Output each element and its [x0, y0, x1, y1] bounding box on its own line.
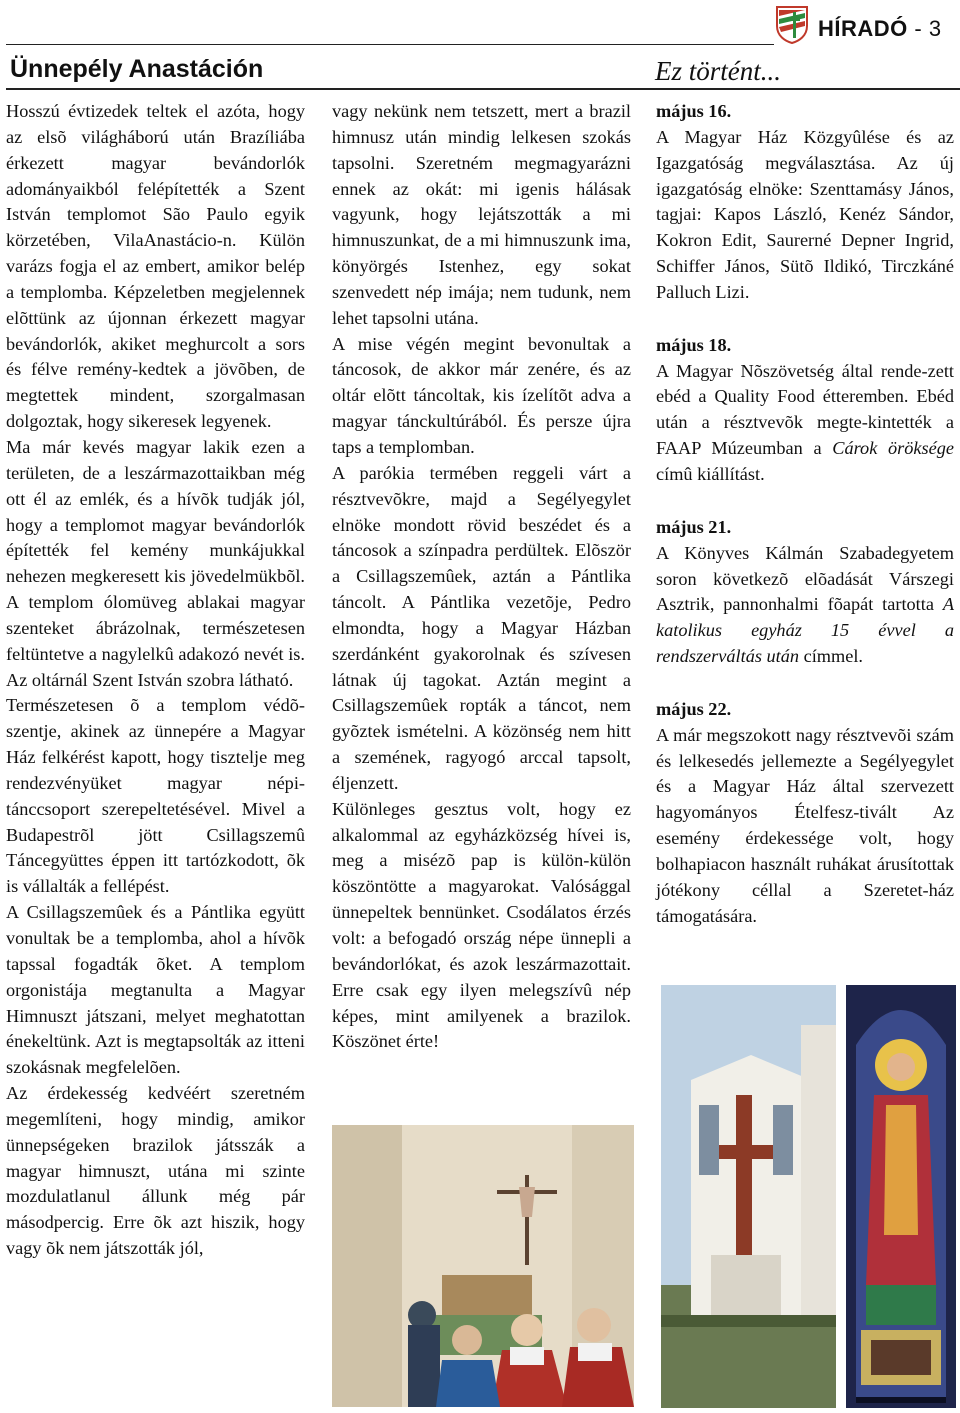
article-paragraph: A mise végén megint bevonultak a táncosok, de akkor már zenére, és az oltár elõtt táncoltak, kis ízelítõt adva a magyar tánckultúrából. És persze újra taps a templomban. [332, 333, 631, 457]
news-text [656, 541, 954, 670]
coat-of-arms-logo-icon [773, 4, 811, 44]
article-paragraph: A parókia termében reggeli várt a résztvevõkre, majd a Segélyegylet elnöke mondott rövid beszédet és a táncosok a színpadra perdültek. Elõször a Csillagszemûek, aztán a Pántlika táncolt. A Pántlika vezetõje, Pedro elmondta, hogy a Magyar Házban szerdánként gyakorolnak és szívesen látnak új tagokat. Aztán megint a Csillagszemûek ropták a táncot, nem gyõztek ismételni. A közönség nem hitt a szemének, ragyogó arccal tapsolt, éljenzett. [332, 462, 631, 793]
lecture-title: A katolikus egyház 15 évvel a rendszerváltás után [656, 594, 954, 667]
news-entry [656, 99, 954, 306]
article-paragraph: Különleges gesztus volt, hogy ez alkalommal az egyházközség hívei is, meg a misézõ pap is külön-külön köszöntötte a magyarokat. Valósággal ünnepeltek bennünket. Csodálatos érzés volt: a befogadó ország népe ünnepli a bevándorlókat, és azok leszármazottait. Erre csak egy ilyen melegszívû nép képes, mint amilyenek a brazilok. Köszönet érte! [332, 798, 631, 1052]
news-text: A már megszokott nagy résztvevõi szám és lelkesedés jellemezte a Segélyegylet és a Magyar Ház által szervezett hagyományos Ételfesz-tivált Az esemény érdekessége volt, hogy bolhapiacon használt ruhákat árusítottak jótékony céllal a Szeretet-ház támogatására. [656, 724, 954, 926]
news-date: május 16. [656, 101, 732, 121]
title-rule [6, 88, 960, 90]
news-section-title: Ez történt... [655, 56, 781, 86]
news-entry [656, 333, 954, 488]
news-column [656, 99, 954, 956]
news-text-part: A Magyar Nõszövetség által rende-zett ebéd a Quality Food étteremben. Ebéd után a résztvevõk megte-kintették a FAAP Múzeumban a [656, 360, 954, 459]
header-rule [6, 44, 774, 45]
page-header [818, 16, 942, 42]
news-entry [656, 697, 954, 930]
header-separator: - [907, 16, 929, 41]
news-text-part: címmel. [799, 646, 863, 667]
news-date: május 18. [656, 334, 732, 355]
news-date: május 22. [656, 698, 732, 719]
article-paragraph: vagy nekünk nem tetszett, mert a brazil himnusz után mindig lelkesen szokás tapsolni. Szeretném megmagyarázni ennek az okát: mi igenis hálásak vagyunk, hogy lejátszották a mi himnuszunkat, de a mi himnuszunk ima, könyörgés Istenhez, egy sokat szenvedett nép imája; nem tudunk, nem lehet tapsolni utána. [332, 101, 631, 328]
stained-glass-window-photo [846, 985, 956, 1408]
article-paragraph: Ma már kevés magyar lakik ezen a területen, de a leszármazottaikban még ott él az emlék, és a hívõk tudják jól, hogy a templomot magyar bevándorlók építették fel kemény munkájukkal nehezen megkeresett kis jövedelmükbõl. A templom ólomüveg ablakai magyar szenteket ábrázolnak, természetesen feltüntetve a nagylelkû adakozó nevét is. Az oltárnál Szent István szobra látható. [6, 436, 305, 690]
news-entry [656, 515, 954, 670]
article-paragraph: A Csillagszemûek és a Pántlika együtt vonultak be a templomba, ahol a hívõk tapssal fogadták õket. A templom orgonistája megtanulta a Magyar Himnuszt játszani, melyet meghatottan énekeltünk. Azt is megtapsolták az itteni szokásnak megfelelõen. [6, 902, 305, 1078]
article-paragraph: Természetesen õ a templom védõ-szentje, akinek az ünnepére a Magyar Ház felkérést kapott, hogy tisztelje meg rendezvényüket magyar népi-tánccsoport szerepeltetésével. Mivel a Budapestrõl jött Csillagszemû Táncegyüttes éppen itt tartózkodott, õk is vállalták a fellépést. [6, 695, 305, 897]
church-interior-photo [332, 1125, 634, 1407]
publication-name: HÍRADÓ [818, 16, 908, 41]
news-text-part: A Könyves Kálmán Szabadegyetem soron következõ elõadását Várszegi Asztrik, pannonhalmi fõapát tartotta [656, 542, 954, 615]
article-column-1 [6, 99, 305, 1262]
page-number: 3 [928, 16, 942, 41]
article-title: Ünnepély Anastáción [10, 55, 264, 83]
news-date: május 21. [656, 516, 732, 537]
article-paragraph: Az érdekesség kedvéért szeretném megemlíteni, hogy mindig, amikor ünnepségeken brazilok játsszák a magyar himnuszt, utána mi szinte mozdulatlanul állunk még pár másodpercig. Erre õk azt hiszik, hogy vagy õk nem játszották jól, [6, 1083, 305, 1259]
article-paragraph: Hosszú évtizedek teltek el azóta, hogy az elsõ világháború után Brazíliába érkezett magyar bevándorlók adományaikból felépítették a Szent István templomot São Paulo egyik körzetében, VilaAnastácio-n. Külön varázs fogja el az embert, amikor belép a templomba. Képzeletben megjelennek elõttünk az újonnan érkezett magyar bevándorlók, akiket meghurcolt a sors és félve remény-kedtek a jövõben, de megtettek mindent, szorgalmasan dolgoztak, hogy sikeresek legyenek. [6, 101, 305, 432]
church-building-photo [661, 985, 836, 1408]
news-text-part: címû kiállítást. [656, 463, 765, 484]
exhibition-title: Cárok öröksége [832, 438, 954, 459]
article-column-2 [332, 99, 631, 1055]
news-text: A Magyar Ház Közgyûlése és az Igazgatóság megválasztása. Az új igazgatóság elnöke: Szenttamásy János, tagjai: Kapos László, Kenéz Sándor, Kokron Edit, Saurerné Depner Ingrid, Schiffer János, Sütõ Ildikó, Tirczkáné Palluch Lizi. [656, 126, 954, 302]
news-text [656, 359, 954, 488]
